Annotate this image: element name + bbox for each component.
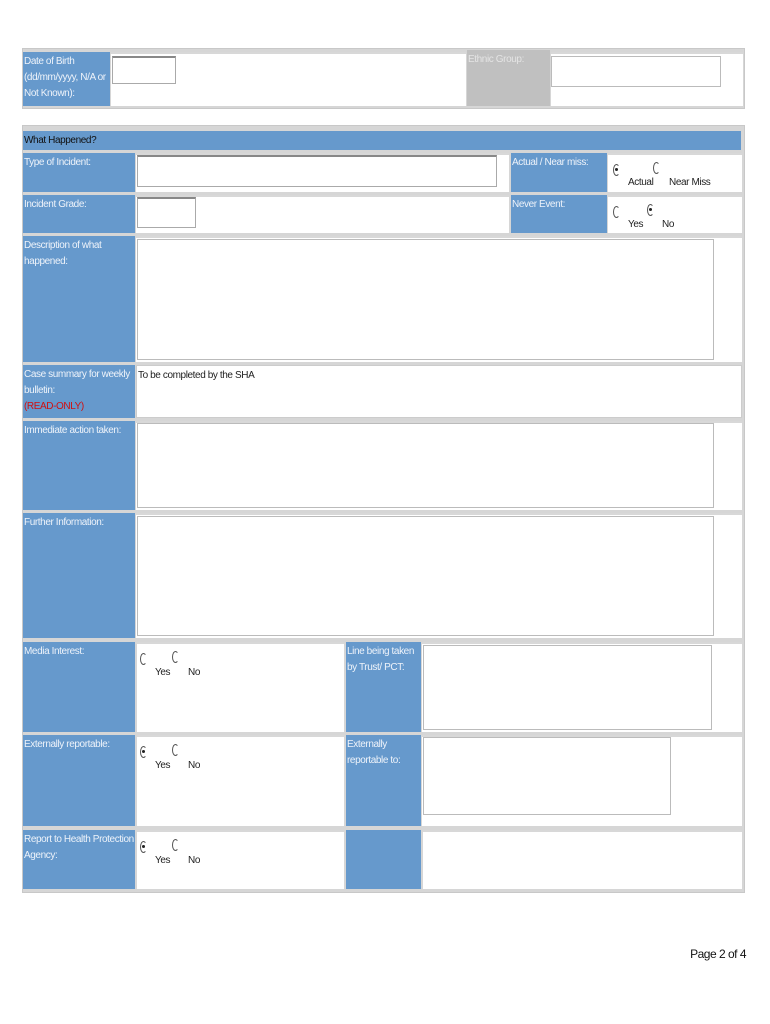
media-no-radio[interactable] — [172, 651, 179, 663]
near-miss-label: Near Miss — [669, 177, 711, 188]
never-event-cell — [608, 195, 742, 233]
media-yes-radio[interactable] — [140, 653, 147, 665]
immediate-action-textarea[interactable] — [137, 423, 714, 508]
ext-yes-label: Yes — [155, 760, 171, 771]
externally-reportable-to-label: Externally reportable to: — [346, 735, 421, 826]
immediate-action-label: Immediate action taken: — [23, 421, 135, 510]
line-taken-textarea[interactable] — [423, 645, 712, 730]
never-event-no-label: No — [662, 219, 674, 230]
never-event-yes-label: Yes — [628, 219, 644, 230]
report-hpa-label: Report to Health Protection Agency: — [23, 830, 135, 889]
actual-near-miss-label: Actual / Near miss: — [511, 153, 607, 192]
ext-no-radio[interactable] — [172, 744, 179, 756]
case-summary-label — [23, 365, 135, 418]
section-header: What Happened? — [23, 131, 741, 150]
further-information-label: Further Information: — [23, 513, 135, 638]
actual-label: Actual — [628, 177, 654, 188]
externally-reportable-to-textarea[interactable] — [423, 737, 671, 815]
media-interest-cell — [137, 642, 344, 732]
hpa-no-label: No — [188, 855, 200, 866]
description-label: Description of what happened: — [23, 236, 135, 362]
incident-grade-label: Incident Grade: — [23, 195, 135, 233]
empty-value-cell — [423, 830, 742, 889]
description-textarea[interactable] — [137, 239, 714, 360]
dob-input[interactable] — [112, 56, 176, 84]
never-event-no-radio[interactable] — [647, 204, 654, 216]
externally-reportable-cell — [137, 735, 344, 826]
ethnic-group-input[interactable] — [551, 56, 721, 87]
hpa-no-radio[interactable] — [172, 839, 179, 851]
externally-reportable-label: Externally reportable: — [23, 735, 135, 826]
media-interest-label: Media Interest: — [23, 642, 135, 732]
type-of-incident-input[interactable] — [137, 155, 497, 187]
case-summary-text: Case summary for weekly bulletin: — [24, 369, 130, 396]
actual-radio[interactable] — [613, 164, 620, 176]
read-only-note: (READ-ONLY) — [24, 401, 84, 412]
hpa-yes-label: Yes — [155, 855, 171, 866]
hpa-yes-radio[interactable] — [140, 841, 147, 853]
ext-no-label: No — [188, 760, 200, 771]
near-miss-radio[interactable] — [653, 162, 660, 174]
ext-yes-radio[interactable] — [140, 746, 147, 758]
empty-label-cell — [346, 830, 421, 889]
never-event-yes-radio[interactable] — [613, 206, 620, 218]
report-hpa-cell — [137, 830, 344, 889]
never-event-label: Never Event: — [511, 195, 607, 233]
case-summary-field: To be completed by the SHA — [136, 365, 742, 418]
ethnic-group-label: Ethnic Group: — [467, 50, 550, 106]
line-taken-label: Line being taken by Trust/ PCT: — [346, 642, 421, 732]
media-yes-label: Yes — [155, 667, 171, 678]
further-information-textarea[interactable] — [137, 516, 714, 636]
dob-label: Date of Birth (dd/mm/yyyy, N/A or Not Known): — [23, 52, 110, 106]
incident-grade-input[interactable] — [137, 197, 196, 228]
media-no-label: No — [188, 667, 200, 678]
page-number: Page 2 of 4 — [690, 947, 746, 961]
type-of-incident-label: Type of Incident: — [23, 153, 135, 192]
actual-near-miss-cell — [608, 153, 742, 192]
